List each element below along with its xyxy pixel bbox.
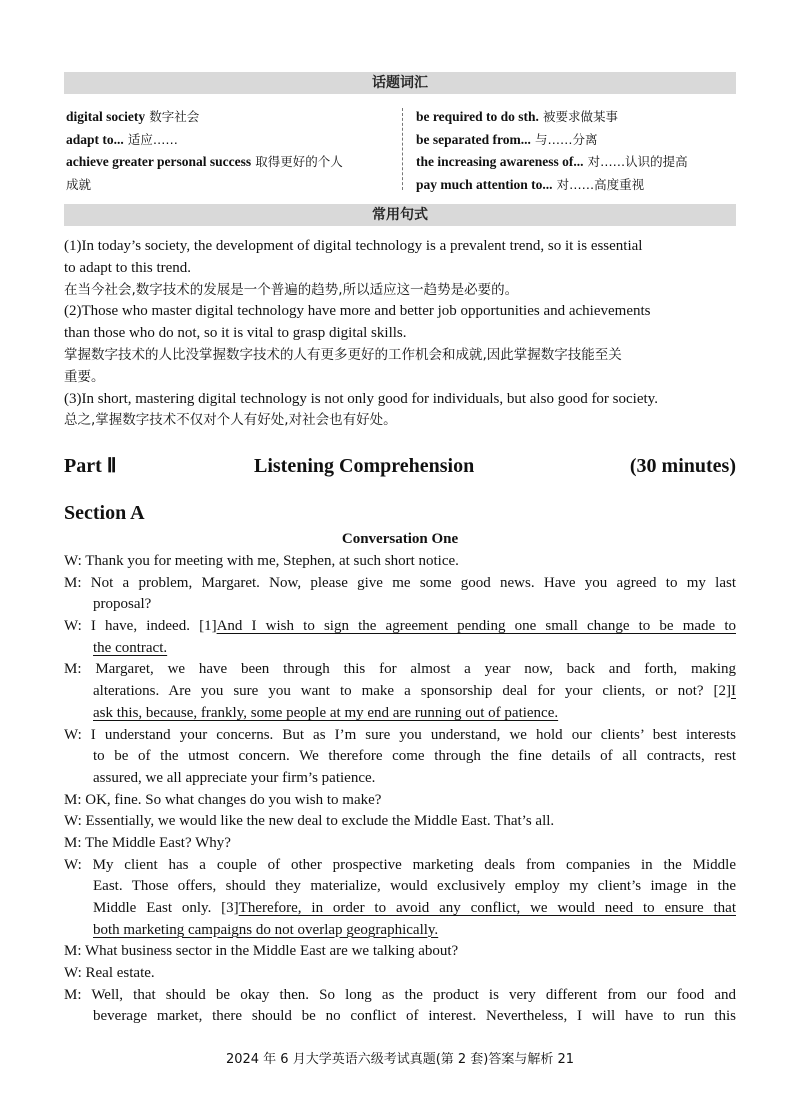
vocab-item: digital society 数字社会 <box>66 109 200 124</box>
dialogue-line: East. Those offers, should they materialize, would exclusively employ my client’s image in the <box>93 878 736 895</box>
section-heading: Section A <box>64 502 145 524</box>
vocab-table <box>64 106 736 192</box>
vocab-item: be required to do sth. 被要求做某事 <box>416 109 619 124</box>
vocab-item: the increasing awareness of... 对……认识的提高 <box>416 154 688 169</box>
vocab-item: pay much attention to... 对……高度重视 <box>416 176 645 192</box>
answer-underline-1-cont: the contract. <box>93 639 168 656</box>
sentence-section-title: 常用句式 <box>64 204 736 226</box>
vocab-section-title: 话题词汇 <box>64 72 736 94</box>
sentence-list <box>64 236 736 432</box>
sentence-line: than those who do not, so it is vital to grasp digital skills. <box>64 325 407 342</box>
dialogue-text: alterations. Are you sure you want to make a sponsorship deal for your clients, or not? [2] <box>93 683 731 700</box>
answer-underline-2-cont: ask this, because, frankly, some people at my end are running out of patience. <box>93 704 559 721</box>
vocab-item: be separated from... 与……分离 <box>416 131 598 147</box>
dialogue-line <box>64 681 736 703</box>
answer-underline-3: Therefore, in order to avoid any conflict, we would need to ensure that <box>238 900 736 916</box>
answer-underline-2: I <box>731 683 736 700</box>
dialogue-line <box>64 920 736 942</box>
part-label: Part Ⅱ <box>64 455 117 477</box>
sentence-translation: 总之,掌握数字技术不仅对个人有好处,对社会也有好处。 <box>64 412 397 429</box>
dialogue-line: M: Not a problem, Margaret. Now, please give me some good news. Have you agreed to my last <box>64 574 736 591</box>
sentence-line: (2)Those who master digital technology have more and better job opportunities and achievements <box>64 303 651 320</box>
sentence-translation: 在当今社会,数字技术的发展是一个普遍的趋势,所以适应这一趋势是必要的。 <box>64 281 519 298</box>
page-footer: 2024 年 6 月大学英语六级考试真题(第 2 套)答案与解析 21 <box>225 1052 575 1067</box>
dialogue <box>64 551 736 1028</box>
dialogue-line: W: I understand your concerns. But as I’m sure you understand, we hold our clients’ best interests <box>64 726 736 743</box>
vocab-item: achieve greater personal success 取得更好的个人 <box>66 154 343 169</box>
dialogue-line: W: Thank you for meeting with me, Stephen, at such short notice. <box>64 553 459 569</box>
vocab-right-column <box>416 106 736 196</box>
dialogue-line: assured, we all appreciate your firm’s patience. <box>93 769 376 786</box>
dialogue-line: to be of the utmost concern. We therefore come through the fine details of all contracts, rest <box>93 748 736 765</box>
dialogue-line <box>64 616 736 638</box>
part-time: (30 minutes) <box>629 455 736 477</box>
part-name: Listening Comprehension <box>254 455 475 477</box>
answer-underline-1: And I wish to sign the agreement pending one small change to be made to <box>216 618 736 635</box>
vocab-left-column <box>66 106 396 196</box>
dialogue-line: M: Well, that should be okay then. So long as the product is very different from our food and <box>64 986 736 1003</box>
sentence-translation: 重要。 <box>64 368 105 385</box>
dialogue-line: proposal? <box>93 596 152 613</box>
dialogue-text: W: I have, indeed. [1] <box>64 618 217 635</box>
dialogue-line: M: What business sector in the Middle East are we talking about? <box>64 943 459 960</box>
vocab-item: adapt to... 适应…… <box>66 131 178 147</box>
part-heading <box>64 450 736 482</box>
dialogue-line <box>64 638 736 660</box>
dialogue-line: M: Margaret, we have been through this for almost a year now, back and forth, making <box>64 661 736 678</box>
dialogue-line: M: The Middle East? Why? <box>64 834 231 851</box>
sentence-line: (1)In today’s society, the development of digital technology is a prevalent trend, so it is essential <box>64 238 643 254</box>
dialogue-line: W: Real estate. <box>64 965 155 982</box>
dialogue-line: M: OK, fine. So what changes do you wish to make? <box>64 791 382 808</box>
sentence-line: (3)In short, mastering digital technology is not only good for individuals, but also good for society. <box>64 390 658 407</box>
dialogue-line: W: My client has a couple of other prospective marketing deals from companies in the Middle <box>64 856 736 873</box>
answer-underline-3-cont: both marketing campaigns do not overlap geographically. <box>93 921 439 938</box>
dialogue-line <box>64 898 736 920</box>
conversation-title: Conversation One <box>341 531 459 547</box>
sentence-line: to adapt to this trend. <box>64 259 192 276</box>
vocab-divider <box>402 108 403 190</box>
dialogue-line <box>64 703 736 725</box>
sentence-translation: 掌握数字技术的人比没掌握数字技术的人有更多更好的工作机会和成就,因此掌握数字技能至关 <box>64 346 622 363</box>
dialogue-line: beverage market, there should be no conflict of interest. Nevertheless, I will have to run this <box>93 1008 736 1025</box>
vocab-item: 成就 <box>66 176 92 192</box>
dialogue-line: W: Essentially, we would like the new deal to exclude the Middle East. That’s all. <box>64 813 555 830</box>
dialogue-text: Middle East only. [3] <box>93 900 239 916</box>
